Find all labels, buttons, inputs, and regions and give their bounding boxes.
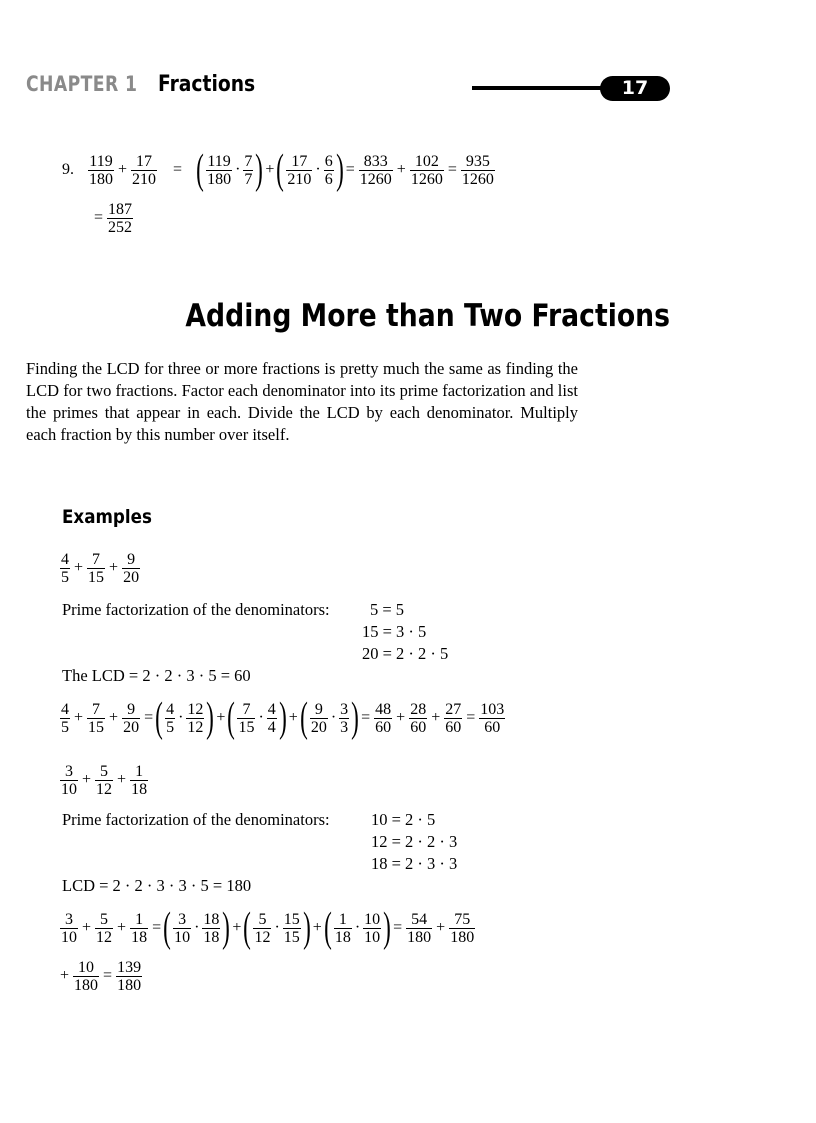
page-number-badge: 17 [600, 76, 670, 101]
example-2-lcd: LCD = 2 · 2 · 3 · 3 · 5 = 180 [62, 876, 252, 895]
example-1-pf-label: Prime factorization of the denominators: [62, 600, 330, 619]
fraction: $\frac{4}{5}$ [166, 700, 175, 736]
fraction: $\frac{9}{20}$ [123, 550, 140, 586]
example-2-solution: $\frac{3}{10}$ + $\frac{5}{12}$ + $\frac{1}{18}$ = ( $\frac{3}{10}$ · $\frac{18}{18}$ ) + ( $\frac{5}{12}$ · $\frac{15}{15}$ ) + ( $\frac{1}{18}$ · $\frac{10}{10}$ ) = $\frac{54}{180}$ + $\frac{75}{180}$ [61, 905, 475, 951]
fraction: $\frac{6}{6}$ [324, 152, 333, 188]
fraction: $\frac{1}{18}$ [334, 910, 351, 946]
fraction: $\frac{48}{60}$ [375, 700, 392, 736]
fraction: $\frac{75}{180}$ [450, 910, 475, 946]
fraction: $\frac{28}{60}$ [410, 700, 427, 736]
example-2-pf-label: Prime factorization of the denominators: [62, 810, 330, 829]
fraction: $\frac{12}{12}$ [187, 700, 204, 736]
page-header [26, 72, 686, 104]
example-1-solution: $\frac{4}{5}$ + $\frac{7}{15}$ + $\frac{9}{20}$ = ( $\frac{4}{5}$ · $\frac{12}{12}$ ) + ( $\frac{7}{15}$ · $\frac{4}{4}$ ) + ( $\frac{9}{20}$ · $\frac{3}{3}$ ) = $\frac{48}{60}$ + $\frac{28}{60}$ + $\frac{27}{60}$ = $\frac{103}{60}$ [61, 695, 505, 741]
fraction: $\frac{17}{210}$ [287, 152, 312, 188]
answer-9-line-1: 9. $\frac{119}{180}$ + $\frac{17}{210}$ = ( $\frac{119}{180}$ · $\frac{7}{7}$ ) + ( $\frac{17}{210}$ · $\frac{6}{6}$ ) = $\frac{833}{1260}$ + $\frac{102}{1260}$ = $\frac{935}{1260}$ [62, 147, 494, 193]
section-title: Adding More than Two Fractions [185, 298, 670, 334]
example-1-pf-line: 5 = 5 [370, 600, 405, 619]
fraction: $\frac{3}{10}$ [174, 910, 191, 946]
example-2-solution-cont: + $\frac{10}{180}$ = $\frac{139}{180}$ [60, 958, 142, 994]
fraction: $\frac{10}{180}$ [74, 958, 99, 994]
fraction: $\frac{5}{12}$ [254, 910, 271, 946]
fraction: $\frac{5}{12}$ [96, 762, 113, 798]
fraction: $\frac{3}{3}$ [340, 700, 349, 736]
chapter-title: Fractions [158, 72, 256, 97]
fraction: $\frac{4}{4}$ [267, 700, 276, 736]
fraction: $\frac{139}{180}$ [117, 958, 142, 994]
example-2-pf-line: 18 = 2 · 3 · 3 [371, 854, 458, 873]
answer-9-line-2: = $\frac{187}{252}$ [94, 200, 133, 236]
chapter-label: CHAPTER 1 [26, 72, 138, 96]
fraction: $\frac{119}{180}$ [207, 152, 232, 188]
fraction: $\frac{10}{10}$ [364, 910, 381, 946]
example-1-pf-line: 15 = 3 · 5 [362, 622, 427, 641]
fraction: $\frac{833}{1260}$ [359, 152, 392, 188]
example-2-pf-line: 12 = 2 · 2 · 3 [371, 832, 458, 851]
fraction: $\frac{1}{18}$ [131, 910, 148, 946]
example-1-problem: $\frac{4}{5}$ + $\frac{7}{15}$ + $\frac{9}{20}$ [61, 550, 140, 586]
section-paragraph: Finding the LCD for three or more fractions is pretty much the same as finding the LCD for two fractions. Factor each denominator into its prime factorization and list the primes that appear in each. Divide the LCD by each denominator. Multiply each fraction by this number over itself. [26, 359, 578, 444]
fraction: $\frac{5}{12}$ [96, 910, 113, 946]
fraction: $\frac{4}{5}$ [61, 550, 69, 586]
fraction: $\frac{103}{60}$ [480, 700, 505, 736]
fraction: $\frac{27}{60}$ [445, 700, 462, 736]
fraction: $\frac{7}{7}$ [244, 152, 253, 188]
fraction: $\frac{15}{15}$ [283, 910, 300, 946]
fraction: $\frac{54}{180}$ [407, 910, 432, 946]
answer-9-label: 9. [62, 161, 74, 178]
fraction: $\frac{7}{15}$ [88, 700, 105, 736]
example-1-pf-line: 20 = 2 · 2 · 5 [362, 644, 449, 663]
examples-heading: Examples [62, 506, 152, 528]
example-1-lcd: The LCD = 2 · 2 · 3 · 5 = 60 [62, 666, 251, 685]
fraction: $\frac{102}{1260}$ [410, 152, 443, 188]
fraction: $\frac{1}{18}$ [131, 762, 148, 798]
fraction: $\frac{7}{15}$ [88, 550, 105, 586]
fraction: $\frac{18}{18}$ [203, 910, 220, 946]
fraction: $\frac{119}{180}$ [89, 152, 113, 188]
fraction: $\frac{17}{210}$ [132, 152, 157, 188]
fraction: $\frac{9}{20}$ [310, 700, 327, 736]
example-2-problem: $\frac{3}{10}$ + $\frac{5}{12}$ + $\frac{1}{18}$ [61, 762, 148, 798]
fraction: $\frac{4}{5}$ [61, 700, 69, 736]
fraction: $\frac{3}{10}$ [61, 910, 77, 946]
fraction: $\frac{935}{1260}$ [461, 152, 494, 188]
fraction: $\frac{7}{15}$ [238, 700, 255, 736]
example-2-pf-line: 10 = 2 · 5 [371, 810, 436, 829]
fraction: $\frac{3}{10}$ [61, 762, 77, 798]
fraction: $\frac{9}{20}$ [123, 700, 140, 736]
fraction: $\frac{187}{252}$ [108, 200, 133, 236]
